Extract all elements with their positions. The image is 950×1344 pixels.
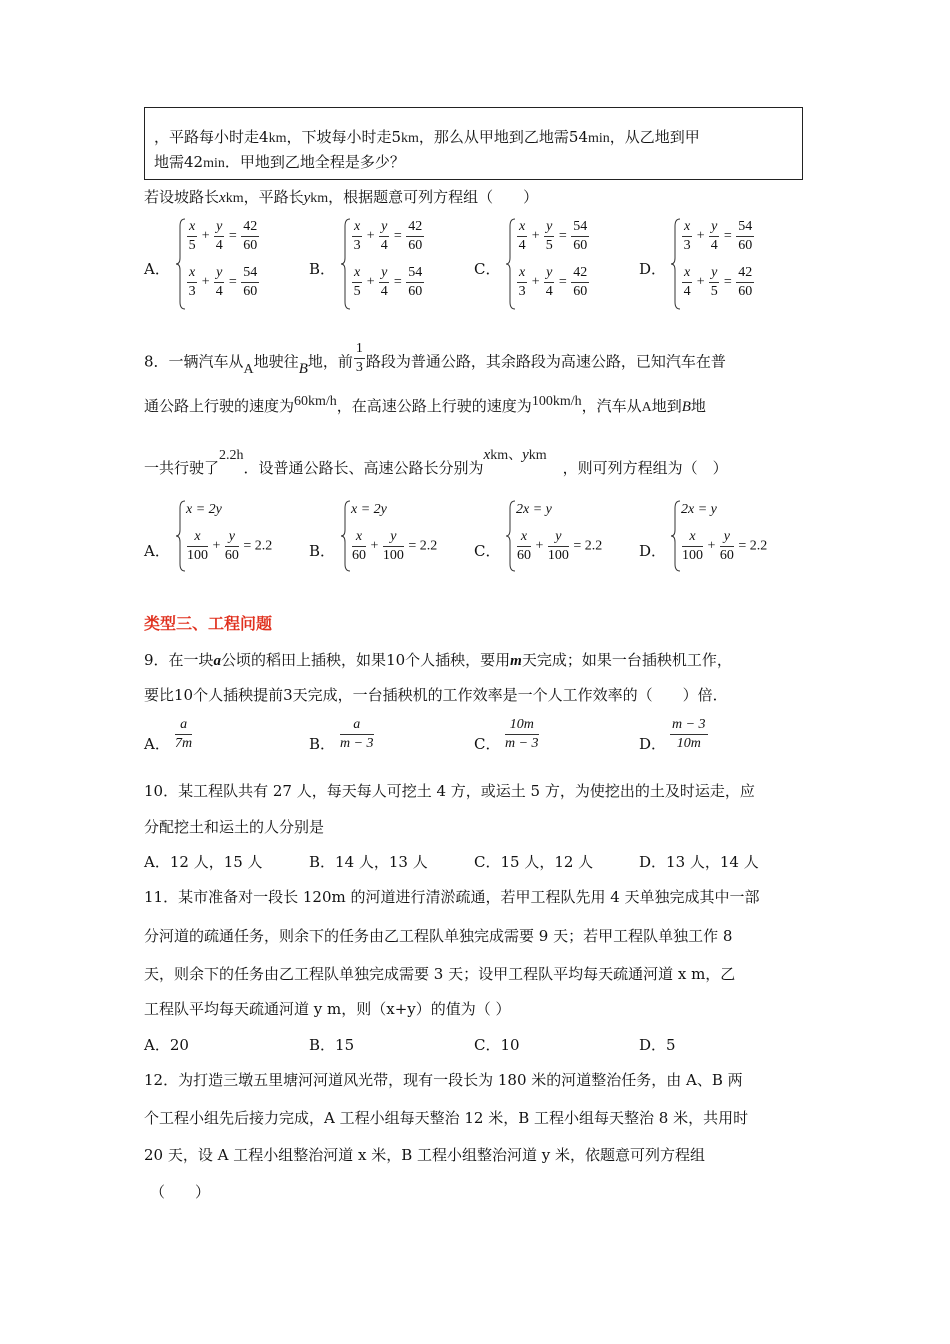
q10-line-2: 分配挖土和运土的人分别是 (144, 818, 325, 836)
q7-option-a-system[interactable]: $\frac{x}{5}$ + $\frac{y}{4}$ = $\frac{42}{60}$ $\frac{x}{3}$ + $\frac{y}{4}$ = $\frac{54}{60}$ (174, 218, 304, 310)
q11-line-3: 天，则余下的任务由乙工程队单独完成需要 3 天；设甲工程队平均每天疏通河道 x m，乙 (144, 965, 736, 983)
q8-line-2: 通公路上行驶的速度为60km/h，在高速公路上行驶的速度为100km/h，汽车从A地到B地 (144, 394, 706, 415)
q7-option-b-label[interactable]: B． (309, 260, 336, 278)
q9-option-b-fraction[interactable]: $\frac{a}{m - 3}$ (340, 717, 374, 751)
q7-option-c-system[interactable]: $\frac{x}{4}$ + $\frac{y}{5}$ = $\frac{54}{60}$ $\frac{x}{3}$ + $\frac{y}{4}$ = $\frac{42}{60}$ (504, 218, 634, 310)
q9-option-d-fraction[interactable]: $\frac{m - 3}{10m}$ (672, 717, 706, 751)
q10-line-1: 10．某工程队共有 27 人，每天每人可挖土 4 方，或运土 5 方，为使挖出的土及时运走，应 (144, 782, 755, 800)
q12-line-4: （ ） (150, 1183, 211, 1201)
one-third-fraction: $\frac{1}{3}$ (355, 341, 363, 375)
q7-option-d-system[interactable]: $\frac{x}{3}$ + $\frac{y}{4}$ = $\frac{54}{60}$ $\frac{x}{4}$ + $\frac{y}{5}$ = $\frac{42}{60}$ (669, 218, 799, 310)
q9-option-c-label[interactable]: C． (474, 735, 501, 753)
q9-option-a-label[interactable]: A． (144, 735, 170, 753)
q10-option-c[interactable]: C．15 人，12 人 (474, 853, 594, 871)
q8-option-b-label[interactable]: B． (309, 542, 336, 560)
q7-option-b-system[interactable]: $\frac{x}{3}$ + $\frac{y}{4}$ = $\frac{42}{60}$ $\frac{x}{5}$ + $\frac{y}{4}$ = $\frac{54}{60}$ (339, 218, 469, 310)
q12-line-3: 20 天，设 A 工程小组整治河道 x 米，B 工程小组整治河道 y 米，依题意可列方程组 (144, 1146, 706, 1164)
q8-line-1: 8．一辆汽车从A地驶往B地，前 $\frac{1}{3}$ 路段为普通公路，其余路段为高速公路，已知汽车在普 (144, 341, 726, 377)
q9-option-b-label[interactable]: B． (309, 735, 336, 753)
q11-line-2: 分河道的疏通任务，则余下的任务由乙工程队单独完成需要 9 天；若甲工程队单独工作 8 (144, 927, 733, 945)
q10-option-b[interactable]: B．14 人，13 人 (309, 853, 428, 871)
q10-option-a[interactable]: A．12 人，15 人 (144, 853, 263, 871)
q7-option-c-label[interactable]: C． (474, 260, 501, 278)
q9-option-c-fraction[interactable]: $\frac{10m}{m - 3}$ (505, 717, 539, 751)
q9-line-1: 9．在一块a公顷的稻田上插秧，如果10个人插秧，要用m天完成；如果一台插秧机工作， (144, 651, 732, 669)
q11-option-d[interactable]: D．5 (639, 1036, 676, 1054)
q11-option-b[interactable]: B．15 (309, 1036, 355, 1054)
q10-option-d[interactable]: D．13 人，14 人 (639, 853, 759, 871)
q7-option-a-label[interactable]: A． (144, 260, 170, 278)
q8-option-d-system[interactable]: 2x = y $\frac{x}{100}$ + $\frac{y}{60}$ = 2.2 (669, 500, 809, 572)
q7-box-line-2: 地需42min．甲地到乙地全程是多少？ (154, 153, 405, 171)
q8-option-a-system[interactable]: x = 2y $\frac{x}{100}$ + $\frac{y}{60}$ = 2.2 (174, 500, 314, 572)
q11-line-4: 工程队平均每天疏通河道 y m，则（x+y）的值为（ ） (144, 1000, 511, 1018)
q11-line-1: 11．某市准备对一段长 120m 的河道进行清淤疏通，若甲工程队先用 4 天单独完成其中一部 (144, 888, 760, 906)
q12-line-1: 12．为打造三墩五里塘河河道风光带，现有一段长为 180 米的河道整治任务，由 A、B 两 (144, 1071, 743, 1089)
q7-setup: 若设坡路长xkm，平路长ykm，根据题意可列方程组（ ） (144, 188, 539, 206)
q9-option-d-label[interactable]: D． (639, 735, 667, 753)
section-heading-engineering: 类型三、工程问题 (144, 614, 273, 633)
q8-line-3: 一共行驶了2.2h．设普通公路长、高速公路长分别为xkm、ykm，则可列方程组为（ ） (144, 447, 728, 477)
q12-line-2: 个工程小组先后接力完成，A 工程小组每天整治 12 米，B 工程小组每天整治 8 米，共用时 (144, 1109, 749, 1127)
q8-option-c-label[interactable]: C． (474, 542, 501, 560)
q8-option-b-system[interactable]: x = 2y $\frac{x}{60}$ + $\frac{y}{100}$ = 2.2 (339, 500, 479, 572)
q8-option-d-label[interactable]: D． (639, 542, 667, 560)
q11-option-c[interactable]: C．10 (474, 1036, 520, 1054)
q9-option-a-fraction[interactable]: $\frac{a}{7m}$ (175, 717, 193, 751)
q11-option-a[interactable]: A．20 (144, 1036, 189, 1054)
q8-option-c-system[interactable]: 2x = y $\frac{x}{60}$ + $\frac{y}{100}$ = 2.2 (504, 500, 644, 572)
q8-option-a-label[interactable]: A． (144, 542, 170, 560)
q7-option-d-label[interactable]: D． (639, 260, 667, 278)
q9-line-2: 要比10个人插秧提前3天完成，一台插秧机的工作效率是一个人工作效率的（ ）倍． (144, 686, 728, 704)
q7-box-line-1: ，平路每小时走4km，下坡每小时走5km，那么从甲地到乙地需54min，从乙地到甲 (154, 128, 700, 146)
